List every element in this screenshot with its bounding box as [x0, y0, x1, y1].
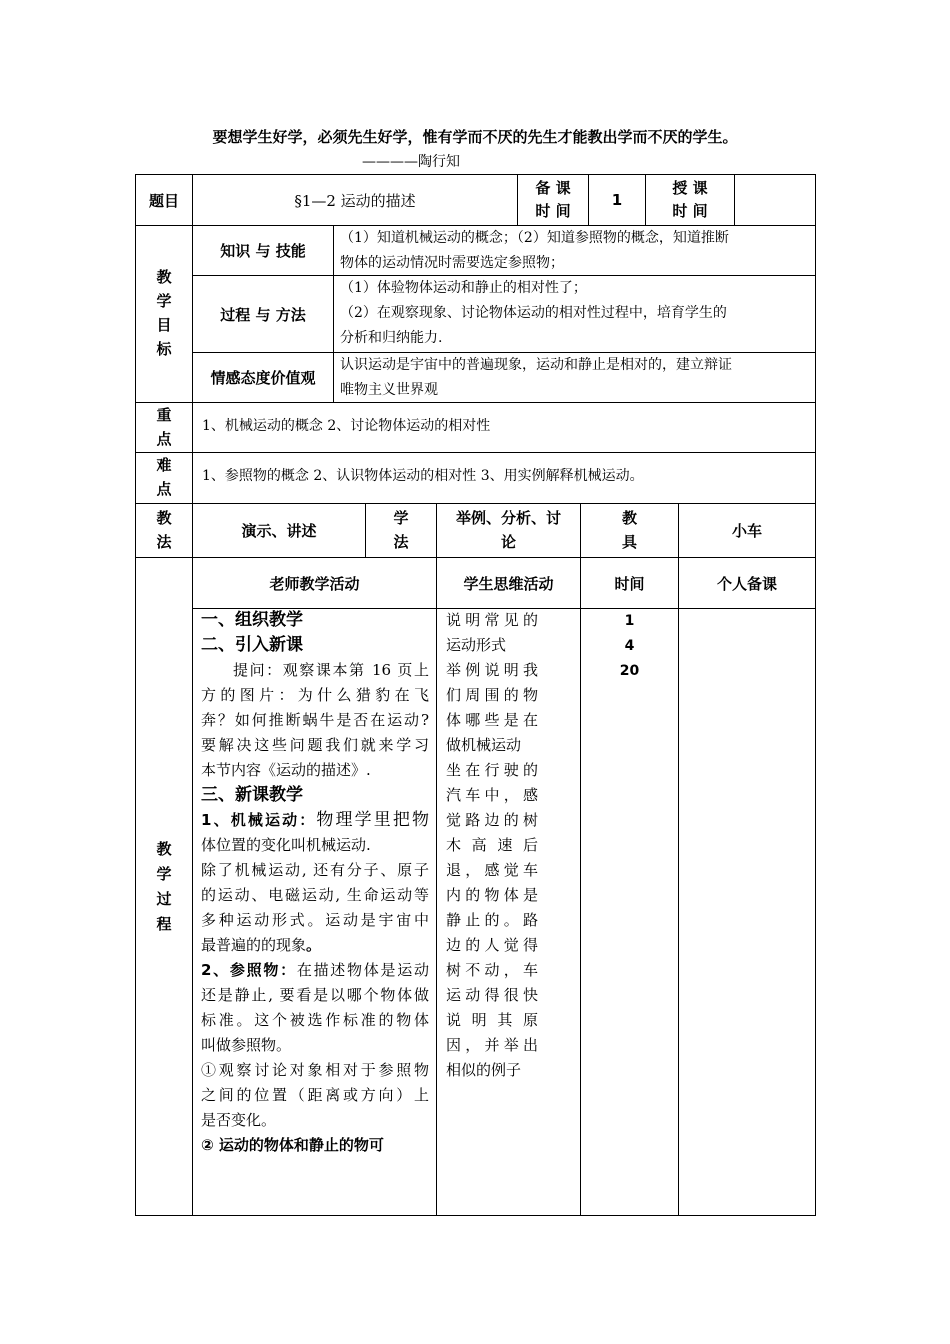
prep-time-label: [518, 175, 588, 225]
notes-header: 个人备课: [716, 574, 777, 593]
student-line: 体哪些是在: [446, 711, 538, 729]
item1-heading-line: [201, 808, 429, 833]
section-heading: 三、新课教学: [201, 785, 303, 805]
intro-line: 本节内容《运动的描述》.: [201, 761, 371, 779]
key-points-text: 1、机械运动的概念 2、讨论物体运动的相对性: [202, 418, 491, 434]
lesson-title: §1—2 运动的描述: [294, 191, 416, 210]
intro-line: 方的图片：为什么猎豹在飞: [201, 686, 429, 704]
section-heading: 一、组织教学: [201, 610, 303, 630]
item2-line: ①观察讨论对象相对于参照物: [201, 1061, 429, 1079]
item1-label: 1、机械运动：: [201, 811, 317, 829]
student-line: 说 明 其 原: [446, 1011, 538, 1029]
learning-method: [437, 506, 580, 554]
border-line: [678, 503, 679, 1216]
difficulties-text: 1、参照物的概念 2、认识物体运动的相对性 3、用实例解释机械运动。: [202, 468, 644, 484]
learning-method-label-char: 学: [393, 509, 409, 527]
teach-time-value: [735, 175, 815, 225]
goal-attitude-label: 情感态度价值观: [210, 369, 316, 387]
goal-knowledge-label: 知识 与 技能: [220, 242, 306, 260]
item2-line: 之间的位置（距离或方向）上: [201, 1086, 429, 1104]
motto-author: ————陶行知: [362, 154, 460, 170]
motto-quote: 要想学生好学，必须先生好学，惟有学而不厌的先生才能教出学而不厌的学生。: [212, 128, 738, 146]
goal-process-label: 过程 与 方法: [220, 305, 306, 324]
goal-process-text: [340, 276, 810, 351]
methods-label-char: 法: [156, 533, 172, 551]
tools-label: [581, 506, 678, 554]
prep-time-label-line1: 备 课: [535, 179, 571, 197]
item2-line: 标准。这个被选作标准的物体: [201, 1011, 429, 1029]
item1-line: 多种运动形式。运动是宇宙中: [201, 911, 429, 929]
teach-time-label: [646, 175, 734, 225]
time-value: 4: [624, 638, 635, 654]
tools-value: 小车: [731, 522, 762, 540]
learning-method-label-char: 法: [393, 533, 409, 551]
difficulties-label-char: 难: [156, 456, 172, 474]
student-line: 觉路边的树: [446, 811, 538, 829]
time-value: 20: [619, 663, 640, 679]
goals-label-char: 教: [156, 268, 172, 286]
border-line: [135, 452, 816, 453]
item2-first: 在描述物体是运动: [296, 961, 429, 979]
intro-line: 要解决这些问题我们就来学习: [201, 736, 429, 754]
item1-last-mark: 。: [306, 936, 322, 954]
student-activity-content: [446, 608, 538, 1083]
student-line: 举例说明我: [446, 661, 538, 679]
item1-definition: 物理学里把物: [316, 810, 429, 830]
learning-method-line: 举例、分析、讨: [455, 509, 561, 527]
student-line: 树不动，车: [446, 961, 538, 979]
process-label-char: 程: [156, 915, 172, 933]
teacher-activity-header: 老师教学活动: [269, 574, 360, 593]
teaching-method: 演示、讲述: [241, 522, 317, 540]
item1-definition-line: 体位置的变化叫机械运动.: [201, 836, 371, 854]
teach-time-label-line2: 时 间: [672, 202, 708, 220]
student-line: 边的人觉得: [446, 936, 538, 954]
border-line: [436, 503, 437, 1216]
goal-attitude-text: [340, 353, 810, 403]
teach-time-label-line1: 授 课: [672, 179, 708, 197]
learning-method-line: 论: [500, 533, 516, 551]
methods-label-char: 教: [156, 509, 172, 527]
teacher-activity-content: [201, 608, 429, 1158]
difficulties-label-char: 点: [156, 480, 172, 498]
border-line: [135, 1215, 816, 1216]
item2-line: 是否变化。: [201, 1111, 277, 1129]
prep-time-value: 1: [611, 191, 623, 209]
student-line: 因，并举出: [446, 1036, 538, 1054]
goal-line: 认识运动是宇宙中的普遍现象，运动和静止是相对的，建立辩证: [340, 357, 732, 373]
key-points-label-char: 点: [156, 430, 172, 448]
item2-heading-line: [201, 958, 429, 983]
goal-knowledge-text: [340, 226, 810, 276]
item1-last-line: [201, 933, 429, 958]
intro-line: 提问：观察课本第 16 页上: [233, 661, 429, 679]
topic-label: 题目: [148, 191, 179, 210]
item2-last-line: ② 运动的物体和静止的物可: [201, 1136, 384, 1154]
student-activity-header: 学生思维活动: [463, 574, 554, 593]
tools-label-char: 具: [621, 533, 637, 551]
goal-line: 物体的运动情况时需要选定参照物；: [340, 255, 564, 271]
process-label-char: 学: [156, 865, 172, 883]
item1-last-text: 最普遍的的现象: [201, 936, 307, 954]
student-line: 运动形式: [446, 636, 507, 654]
student-line: 说明常见的: [446, 611, 538, 629]
process-label-char: 过: [156, 890, 172, 908]
item1-line: 的运动、电磁运动, 生命运动等: [201, 886, 429, 904]
intro-line: 奔？如何推断蜗牛是否在运动?: [201, 711, 429, 729]
student-line: 做机械运动: [446, 736, 522, 754]
time-values: [581, 609, 678, 684]
border-line: [333, 225, 334, 402]
goal-line: 唯物主义世界观: [340, 382, 438, 398]
goal-line: （1）体验物体运动和静止的相对性了；: [340, 280, 587, 296]
item2-line: 还是静止, 要看是以哪个物体做: [201, 986, 429, 1004]
item1-line: 除了机械运动, 还有分子、原子: [201, 861, 429, 879]
student-line: 们周围的物: [446, 686, 538, 704]
goals-label-char: 目: [156, 316, 172, 334]
student-line: 运动得很快: [446, 986, 538, 1004]
process-label: [136, 837, 192, 937]
student-line: 静止的。路: [446, 911, 538, 929]
border-line: [815, 174, 816, 1216]
goals-label-char: 标: [156, 340, 172, 358]
time-value: 1: [624, 613, 635, 629]
time-header: 时间: [614, 574, 645, 593]
methods-label: [136, 506, 192, 554]
key-points-label-char: 重: [156, 406, 172, 424]
goal-line: 分析和归纳能力.: [340, 330, 443, 346]
item2-label: 2、参照物：: [201, 961, 297, 979]
goal-line: （2）在观察现象、讨论物体运动的相对性过程中，培育学生的: [340, 305, 727, 321]
student-line: 木 高 速 后: [446, 836, 538, 854]
process-label-char: 教: [156, 840, 172, 858]
prep-time-label-line2: 时 间: [535, 202, 571, 220]
goals-label: [136, 265, 192, 361]
student-line: 退，感觉车: [446, 861, 538, 879]
goal-line: （1）知道机械运动的概念；（2）知道参照物的概念，知道推断: [340, 230, 729, 246]
section-heading: 二、引入新课: [201, 635, 303, 655]
tools-label-char: 教: [621, 509, 637, 527]
item2-line: 叫做参照物。: [201, 1036, 292, 1054]
learning-method-label: [366, 506, 436, 554]
difficulties-label: [136, 453, 192, 501]
student-line: 内的物体是: [446, 886, 538, 904]
goals-label-char: 学: [156, 292, 172, 310]
student-line: 相似的例子: [446, 1061, 522, 1079]
student-line: 坐在行驶的: [446, 761, 538, 779]
key-points-label: [136, 403, 192, 451]
student-line: 汽车中，感: [446, 786, 538, 804]
